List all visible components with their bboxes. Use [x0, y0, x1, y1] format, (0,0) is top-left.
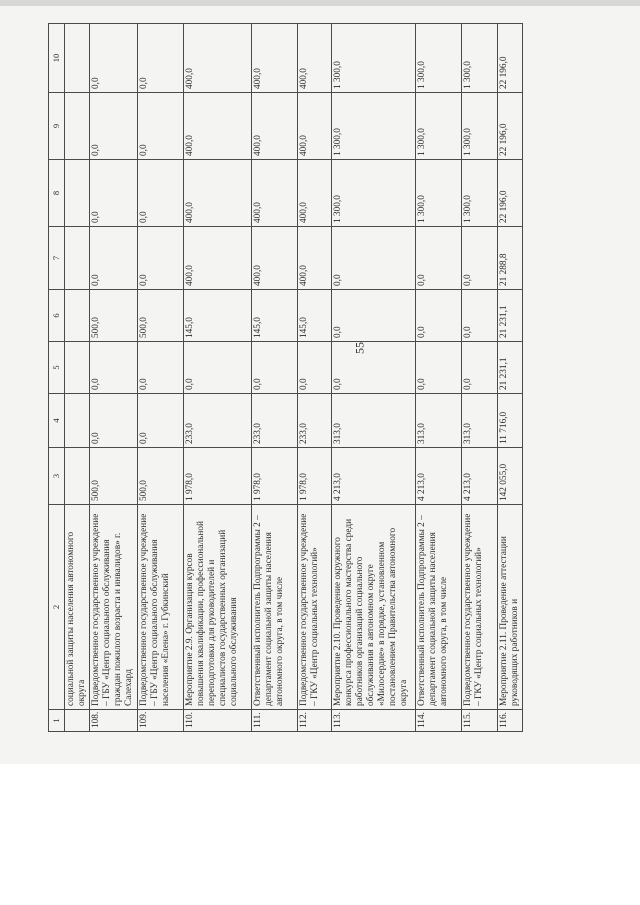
row-number-cell: 115. [461, 710, 497, 732]
value-cell [65, 394, 90, 448]
value-cell: 0,0 [89, 24, 137, 93]
value-cell: 400,0 [251, 93, 297, 160]
row-name-cell: Подведомственное государственное учреждение – ГКУ «Центр социальных технологий» [297, 505, 331, 710]
row-name-cell: Мероприятие 2.11. Проведение аттестации руководящих работников и [497, 505, 522, 710]
value-cell: 1 300,0 [331, 24, 415, 93]
col-header: 6 [49, 290, 65, 342]
value-cell: 0,0 [137, 342, 183, 394]
col-header: 8 [49, 160, 65, 227]
value-cell: 400,0 [183, 24, 251, 93]
header-row [49, 24, 65, 732]
value-cell: 0,0 [331, 342, 415, 394]
table-row [251, 24, 297, 732]
row-name-cell: Мероприятие 2.10. Проведение окружного конкурса профессионального мастерства среди работников организаций социального обслуживания в автономном округе «Милосердие» в порядке, установленном постановлением Правительства автономного округа [331, 505, 415, 710]
table-row [137, 24, 183, 732]
value-cell: 400,0 [297, 227, 331, 290]
value-cell: 313,0 [415, 394, 461, 448]
value-cell: 22 196,0 [497, 93, 522, 160]
value-cell [65, 93, 90, 160]
value-cell: 1 300,0 [461, 160, 497, 227]
value-cell: 1 300,0 [415, 93, 461, 160]
value-cell: 1 300,0 [415, 24, 461, 93]
rotated-table-container [48, 24, 564, 732]
value-cell: 0,0 [461, 342, 497, 394]
value-cell [65, 160, 90, 227]
col-header: 5 [49, 342, 65, 394]
value-cell: 0,0 [251, 342, 297, 394]
value-cell: 0,0 [461, 290, 497, 342]
value-cell: 21 231,1 [497, 342, 522, 394]
value-cell: 21 231,1 [497, 290, 522, 342]
value-cell: 400,0 [297, 160, 331, 227]
page-number: 55 [352, 342, 367, 354]
value-cell: 145,0 [297, 290, 331, 342]
row-number-cell: 111. [251, 710, 297, 732]
value-cell: 313,0 [461, 394, 497, 448]
table-row [415, 24, 461, 732]
value-cell: 0,0 [297, 342, 331, 394]
row-number-cell: 112. [297, 710, 331, 732]
row-name-cell: Мероприятие 2.9. Организация курсов повышения квалификации, профессиональной переподготовки для руководителей и специалистов государственных организаций социального обслуживания [183, 505, 251, 710]
value-cell: 11 716,0 [497, 394, 522, 448]
table-row [497, 24, 522, 732]
row-number-cell: 116. [497, 710, 522, 732]
blank-margin [0, 764, 640, 905]
value-cell: 142 055,0 [497, 448, 522, 505]
value-cell [65, 290, 90, 342]
value-cell: 500,0 [137, 290, 183, 342]
value-cell: 22 196,0 [497, 160, 522, 227]
value-cell: 1 300,0 [331, 93, 415, 160]
row-number-cell: 114. [415, 710, 461, 732]
value-cell: 0,0 [415, 227, 461, 290]
row-number-cell [65, 710, 90, 732]
value-cell: 1 978,0 [297, 448, 331, 505]
value-cell: 233,0 [297, 394, 331, 448]
value-cell: 145,0 [251, 290, 297, 342]
value-cell: 0,0 [331, 227, 415, 290]
col-header: 3 [49, 448, 65, 505]
table-row [89, 24, 137, 732]
value-cell: 0,0 [89, 342, 137, 394]
row-number-cell: 109. [137, 710, 183, 732]
value-cell: 400,0 [183, 93, 251, 160]
value-cell: 233,0 [183, 394, 251, 448]
col-header: 2 [49, 505, 65, 710]
value-cell: 233,0 [251, 394, 297, 448]
row-number-cell: 108. [89, 710, 137, 732]
col-header: 9 [49, 93, 65, 160]
budget-table [48, 23, 523, 732]
value-cell: 22 196,0 [497, 24, 522, 93]
table-row [65, 24, 90, 732]
value-cell: 0,0 [331, 290, 415, 342]
value-cell: 1 978,0 [183, 448, 251, 505]
value-cell: 1 978,0 [251, 448, 297, 505]
value-cell: 313,0 [331, 394, 415, 448]
value-cell: 400,0 [297, 24, 331, 93]
value-cell: 0,0 [89, 160, 137, 227]
value-cell: 0,0 [89, 93, 137, 160]
value-cell: 4 213,0 [331, 448, 415, 505]
value-cell [65, 448, 90, 505]
value-cell: 500,0 [89, 290, 137, 342]
row-name-cell: Подведомственное государственное учреждение – ГКУ «Центр социальных технологий» [461, 505, 497, 710]
value-cell: 400,0 [251, 227, 297, 290]
value-cell: 0,0 [137, 160, 183, 227]
col-header: 10 [49, 24, 65, 93]
value-cell: 4 213,0 [461, 448, 497, 505]
col-header: 4 [49, 394, 65, 448]
value-cell: 0,0 [89, 394, 137, 448]
row-name-cell: Подведомственное государственное учреждение – ГБУ «Центр социального обслуживания граждан пожилого возраста и инвалидов» г. Салехард [89, 505, 137, 710]
value-cell: 1 300,0 [461, 24, 497, 93]
row-name-cell: Ответственный исполнитель Подпрограммы 2 – департамент социальной защиты населения автономного округа, в том числе [415, 505, 461, 710]
row-name-cell: социальной защиты населения автономного округа [65, 505, 90, 710]
value-cell [65, 24, 90, 93]
value-cell: 400,0 [251, 160, 297, 227]
value-cell: 1 300,0 [461, 93, 497, 160]
col-header: 1 [49, 710, 65, 732]
value-cell: 400,0 [183, 160, 251, 227]
value-cell: 500,0 [137, 448, 183, 505]
value-cell: 145,0 [183, 290, 251, 342]
value-cell: 1 300,0 [415, 160, 461, 227]
table-row [331, 24, 415, 732]
value-cell: 500,0 [89, 448, 137, 505]
value-cell [65, 227, 90, 290]
value-cell: 400,0 [297, 93, 331, 160]
value-cell: 4 213,0 [415, 448, 461, 505]
table-row [297, 24, 331, 732]
value-cell: 0,0 [137, 24, 183, 93]
value-cell: 0,0 [415, 342, 461, 394]
page-top-edge [0, 0, 640, 6]
value-cell: 21 288,8 [497, 227, 522, 290]
value-cell: 0,0 [461, 227, 497, 290]
value-cell: 0,0 [137, 93, 183, 160]
row-name-cell: Подведомственное государственное учреждение – ГБУ «Центр социального обслуживания населения «Елена» г. Губкинский [137, 505, 183, 710]
table-row [461, 24, 497, 732]
value-cell: 400,0 [251, 24, 297, 93]
value-cell: 0,0 [183, 342, 251, 394]
value-cell: 400,0 [183, 227, 251, 290]
value-cell: 0,0 [415, 290, 461, 342]
table-row [183, 24, 251, 732]
value-cell: 0,0 [137, 394, 183, 448]
row-name-cell: Ответственный исполнитель Подпрограммы 2 – департамент социальной защиты населения автономного округа, в том числе [251, 505, 297, 710]
value-cell: 0,0 [137, 227, 183, 290]
col-header: 7 [49, 227, 65, 290]
row-number-cell: 110. [183, 710, 251, 732]
value-cell [65, 342, 90, 394]
value-cell: 1 300,0 [331, 160, 415, 227]
value-cell: 0,0 [89, 227, 137, 290]
row-number-cell: 113. [331, 710, 415, 732]
